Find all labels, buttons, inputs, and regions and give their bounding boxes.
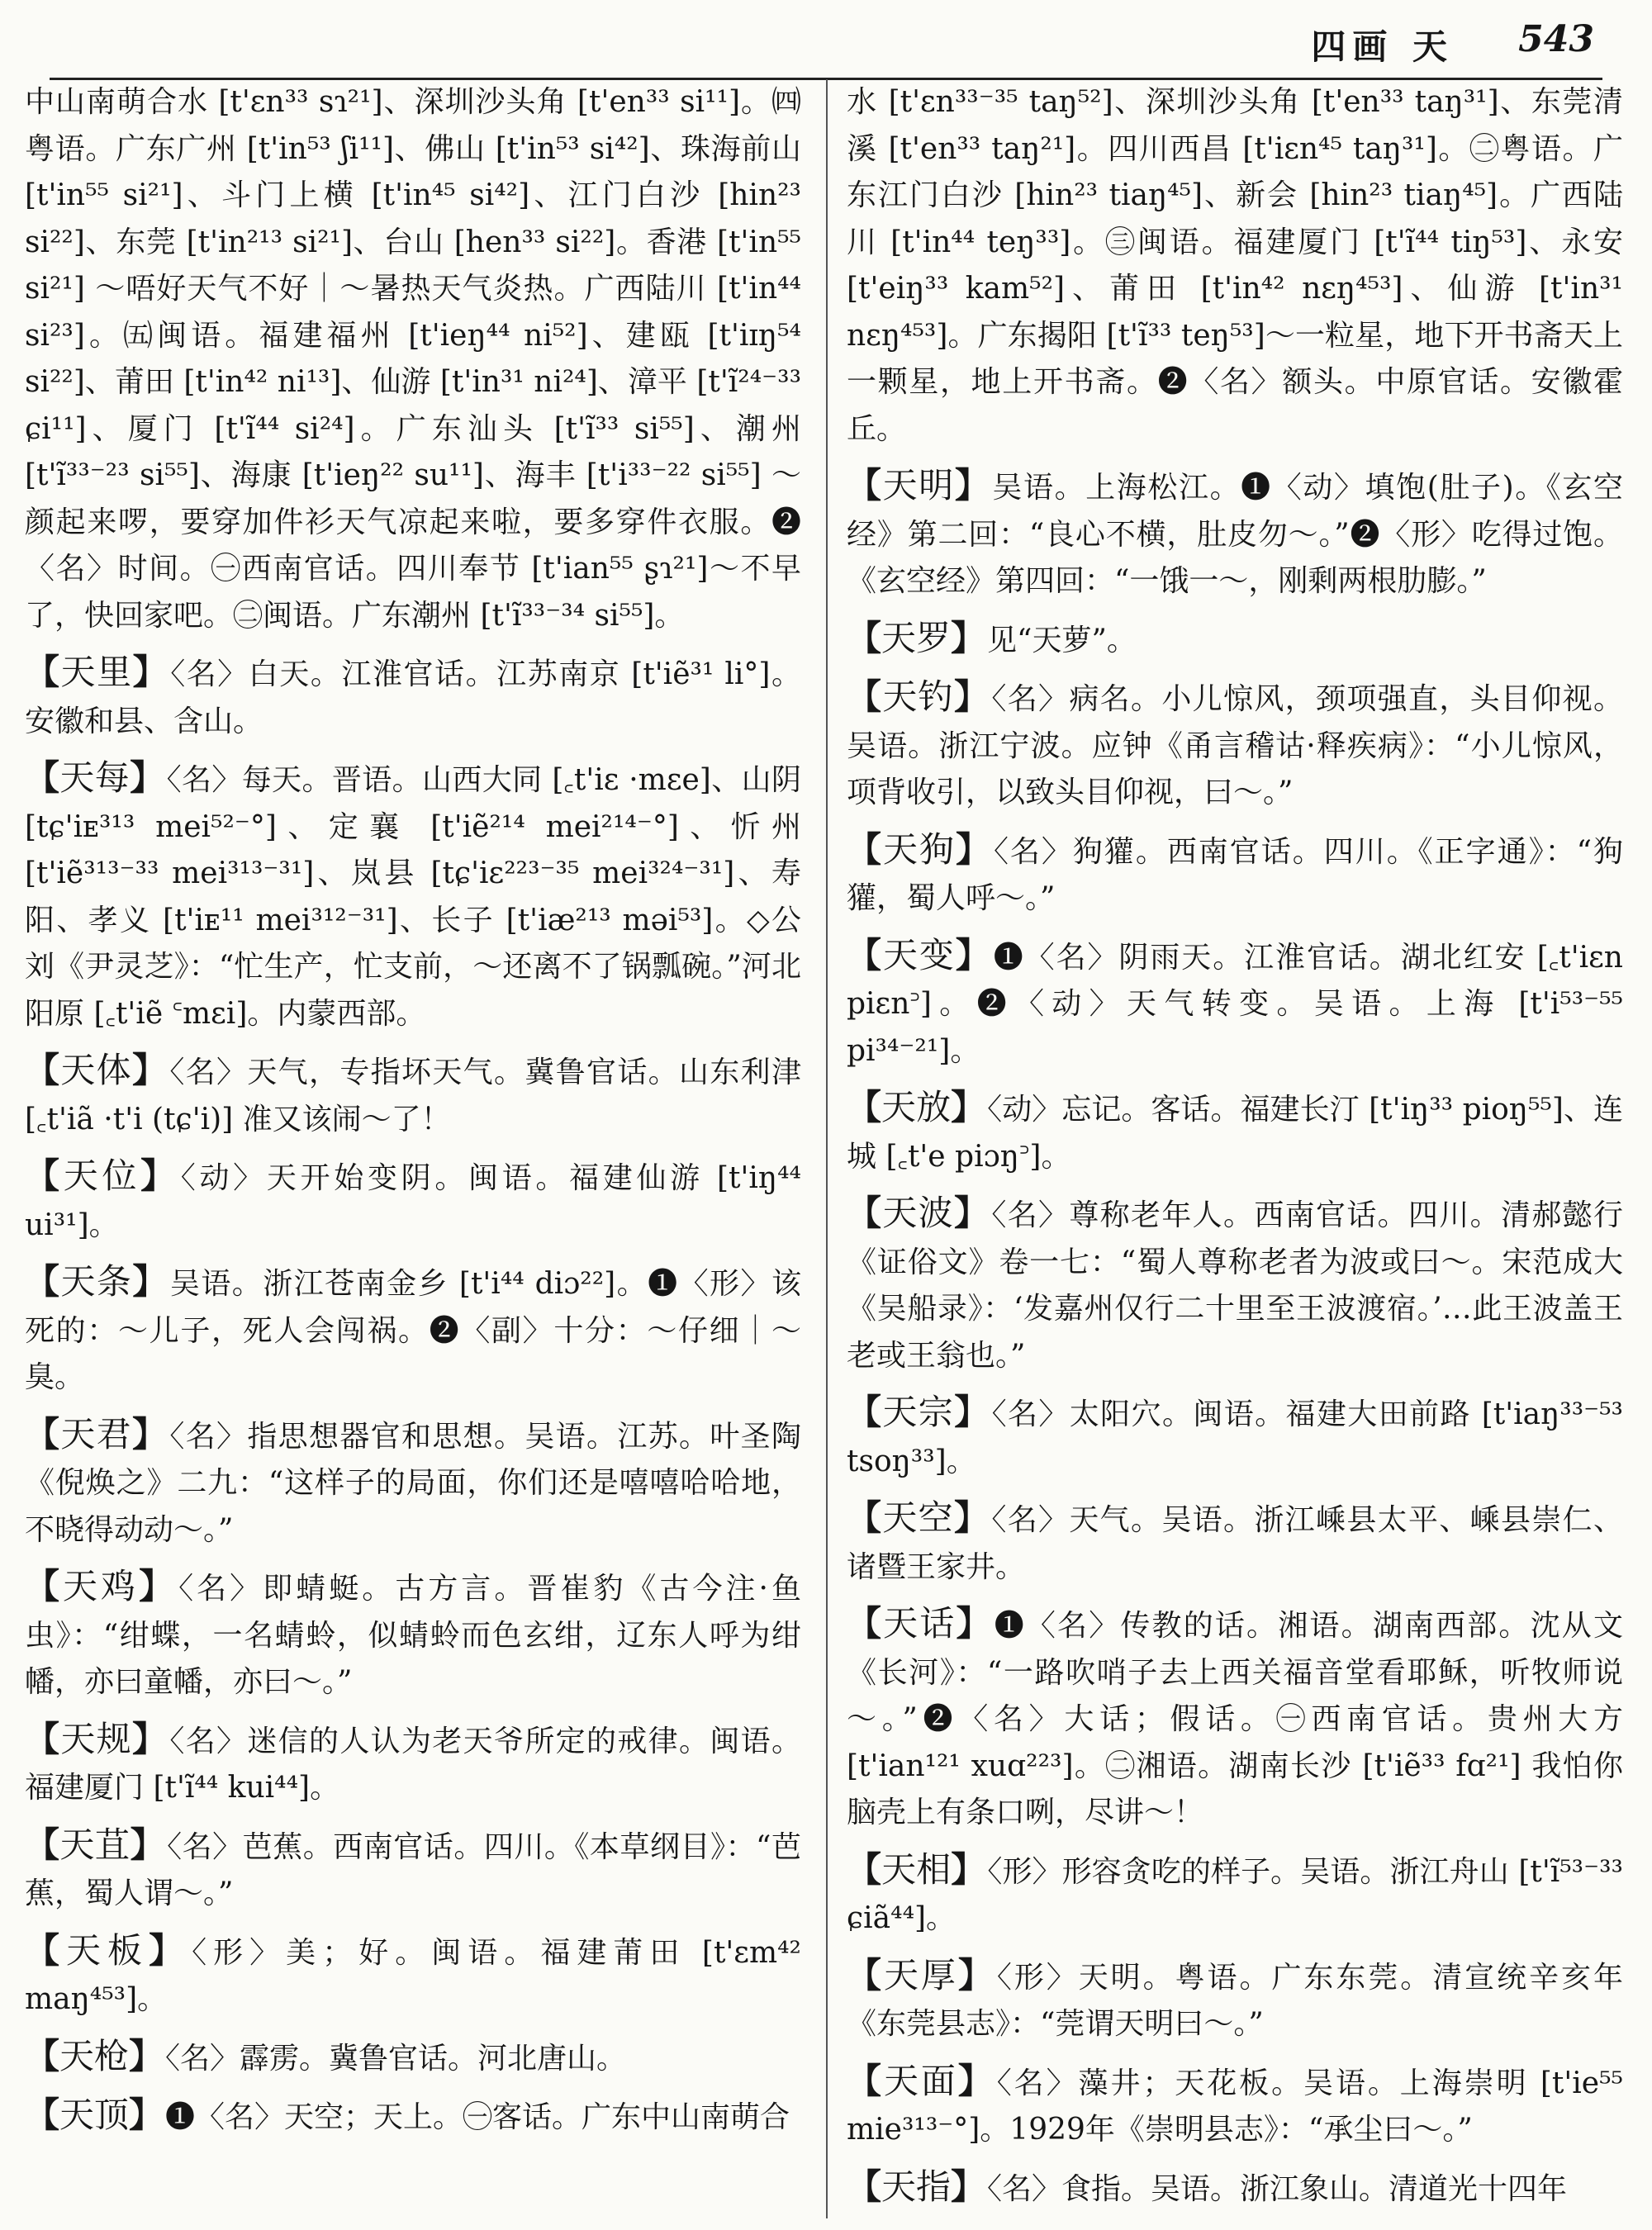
entry-definition: 〈名〉太阳穴。闽语。福建大田前路 [t'iaŋ³³⁻⁵³ tsoŋ³³]。 [847,1397,1623,1478]
entry-headword: 【天波】 [847,1193,990,1233]
entry-definition: 〈名〉狗獾。西南官话。四川。《正字通》：“狗獾，蜀人呼～。” [847,834,1623,915]
entry-definition: 〈形〉美；好。闽语。福建莆田 [t'ɛm⁴² maŋ⁴⁵³]。 [25,1935,801,2016]
entry-headword: 【天枪】 [25,2035,164,2076]
entry-headword: 【天钓】 [847,676,990,717]
dictionary-entry [847,1952,1623,2048]
dictionary-entry [25,649,801,745]
dictionary-entry [847,1847,1623,1943]
entry-definition: 〈名〉藻井；天花板。吴语。上海崇明 [t'ie⁵⁵ mie³¹³⁻°]。1929年《崇明县志》：“承尘曰～。” [847,2066,1623,2147]
dictionary-entry [25,2033,801,2083]
entry-definition: 〈名〉即蜻蜓。古方言。晋崔豹《古今注·鱼虫》：“绀蝶，一名蜻蛉，似蜻蛉而色玄绀，辽东人呼为绀幡，亦曰童幡，亦曰～。” [25,1572,801,1699]
entry-definition: ❶〈名〉传教的话。湘语。湖南西部。沈从文《长河》：“一路吹哨子去上西关福音堂看耶稣，听牧师说～。”❷〈名〉大话；假话。㊀西南官话。贵州大方 [t'ian¹²¹ xuɑ²²³]。㊁湘语。湖南长沙 [t'iẽ³³ fɑ²¹] 我怕你脑壳上有条口咧，尽讲～！ [847,1609,1623,1829]
entry-headword: 【天位】 [25,1155,179,1196]
entry-definition: 〈名〉病名。小儿惊风，颈项强直，头目仰视。吴语。浙江宁波。应钟《甬言稽诂·释疾病》：“小儿惊风，项背收引，以致头目仰视，曰～。” [847,682,1623,809]
entry-headword: 【天里】 [25,652,169,692]
entry-definition: 〈名〉尊称老年人。西南官话。四川。清郝懿行《证俗文》卷一七：“蜀人尊称老者为波或曰～。宋范成大《吴船录》：‘发嘉州仅行二十里至王波渡宿。’…此王波盖王老或王翁也。” [847,1198,1623,1373]
entry-headword: 【天规】 [25,1718,169,1759]
entry-definition: ❶〈名〉天空；天上。㊀客话。广东中山南萌合 [165,2100,790,2134]
entry-definition: 水 [t'ɛn³³⁻³⁵ taŋ⁵²]、深圳沙头角 [t'en³³ taŋ³¹]、东莞清溪 [t'en³³ taŋ²¹]。四川西昌 [t'iɛn⁴⁵ taŋ³¹]。㊁粤语。广东江门白沙 [hin²³ tiaŋ⁴⁵]、新会 [hin²³ tiaŋ⁴⁵]。广西陆川 [t'in⁴⁴ teŋ³³]。㊂闽语。福建厦门 [t'ĩ⁴⁴ tiŋ⁵³]、永安 [t'eiŋ³³ kam⁵²]、莆田 [t'in⁴² nɛŋ⁴⁵³]、仙游 [t'in³¹ nɛŋ⁴⁵³]。广东揭阳 [t'ĩ³³ teŋ⁵³]～一粒星，地下开书斋天上一颗星，地上开书斋。❷〈名〉额头。中原官话。安徽霍丘。 [847,85,1623,446]
dictionary-entry [847,1190,1623,1379]
entry-definition: 〈名〉食指。吴语。浙江象山。清道光十四年 [987,2171,1568,2206]
entry-headword: 【天每】 [25,757,165,798]
dictionary-entry [847,2164,1623,2213]
dictionary-entry [847,615,1623,665]
dictionary-entry [25,1259,801,1402]
entry-headword: 【天条】 [25,1261,169,1302]
entry-definition: 〈名〉白天。江淮官话。江苏南京 [t'iẽ³¹ li°]。安徽和县、含山。 [25,657,801,738]
entry-headword: 【天顶】 [25,2095,164,2135]
dictionary-entry [847,1084,1623,1180]
entry-definition: 〈动〉忘记。客话。福建长汀 [t'iŋ³³ pioŋ⁵⁵]、连城 [꜀t'e piɔŋ꜄]。 [847,1093,1623,1174]
entry-headword: 【天变】 [847,934,992,975]
entry-headword: 【天鸡】 [25,1566,178,1606]
entry-headword: 【天苴】 [25,1824,166,1865]
dictionary-entry [847,1389,1623,1485]
dictionary-entry [25,1047,801,1143]
dictionary-entry [847,1495,1623,1591]
dictionary-entry [847,1601,1623,1837]
entry-definition: 吴语。浙江苍南金乡 [t'i⁴⁴ diɔ²²]。❶〈形〉该死的：～儿子，死人会闯祸。❷〈副〉十分：～仔细｜～臭。 [25,1267,801,1394]
entry-definition: 〈名〉霹雳。冀鲁官话。河北唐山。 [165,2041,627,2076]
entry-headword: 【天空】 [847,1497,990,1538]
column-divider [826,79,828,2218]
dictionary-entry [847,79,1623,453]
dictionary-entry [25,79,801,639]
entry-definition: 吴语。上海松江。❶〈动〉填饱(肚子)。《玄空经》第二回：“良心不横，肚皮勿～。”❷〈形〉吃得过饱。《玄空经》第四回：“一饿一～，刚剩两根肋膨。” [847,471,1623,598]
page-header [0,12,1652,69]
dictionary-entry [25,1412,801,1554]
dictionary-entry [25,1153,801,1249]
dictionary-entry [25,2092,801,2142]
left-column [25,79,801,2218]
entry-headword: 【天板】 [25,1929,191,1971]
entry-headword: 【天罗】 [847,617,986,658]
dictionary-entry [847,827,1623,923]
running-head: 四画 天 [1311,26,1454,67]
dictionary-entry [25,1928,801,2024]
entry-definition: 〈名〉每天。晋语。山西大同 [꜀t'iɛ ·mɛe]、山阴 [tɕ'iᴇ³¹³ mei⁵²⁻°]、定襄 [t'iẽ²¹⁴ mei²¹⁴⁻°]、忻州 [t'iẽ³¹³⁻³³ mei³¹³⁻³¹]、岚县 [tɕ'iɛ²²³⁻³⁵ mei³²⁴⁻³¹]、寿阳、孝义 [t'iᴇ¹¹ mei³¹²⁻³¹]、长子 [t'iæ²¹³ məi⁵³]。◇公刘《尹灵芝》：“忙生产，忙支前，～还离不了锅瓢碗。”河北阳原 [꜀t'iẽ ꜂mɛi]。内蒙西部。 [25,763,801,1031]
dictionary-entry [25,1716,801,1812]
entry-headword: 【天体】 [25,1050,169,1090]
dictionary-entry [847,932,1623,1075]
entry-definition: 〈名〉指思想器官和思想。吴语。江苏。叶圣陶《倪焕之》二九：“这样子的局面，你们还是嘻嘻哈哈地，不晓得动动～。” [25,1419,801,1547]
entry-headword: 【天厚】 [847,1954,995,1995]
dictionary-entry [25,1822,801,1918]
entry-definition: 〈形〉天明。粤语。广东东莞。清宣统辛亥年《东莞县志》：“莞谓天明曰～。” [847,1960,1623,2041]
entry-headword: 【天话】 [847,1603,993,1644]
entry-headword: 【天宗】 [847,1392,990,1432]
entry-definition: 见“天萝”。 [987,623,1137,657]
entry-definition: 〈动〉天开始变阴。闽语。福建仙游 [t'iŋ⁴⁴ ui³¹]。 [25,1161,801,1242]
dictionary-entry [25,1563,801,1706]
page-number: 543 [1518,18,1594,60]
entry-definition: 〈名〉天气。吴语。浙江嵊县太平、嵊县崇仁、诸暨王家井。 [847,1503,1623,1584]
dictionary-entry [25,755,801,1037]
entry-definition: 中山南萌合水 [t'ɛn³³ sɿ²¹]、深圳沙头角 [t'en³³ si¹¹]。㈣粤语。广东广州 [t'in⁵³ ʃi¹¹]、佛山 [t'in⁵³ si⁴²]、珠海前山[t'in⁵⁵ si²¹]、斗门上横 [t'in⁴⁵ si⁴²]、江门白沙 [hin²³ si²²]、东莞 [t'in²¹³ si²¹]、台山 [hen³³ si²²]。香港 [t'in⁵⁵ si²¹] ～唔好天气不好｜～暑热天气炎热。广西陆川 [t'in⁴⁴ si²³]。㈤闽语。福建福州 [t'ieŋ⁴⁴ ni⁵²]、建瓯 [t'iɪŋ⁵⁴ si²²]、莆田 [t'in⁴² ni¹³]、仙游 [t'in³¹ ni²⁴]、漳平 [t'ĩ²⁴⁻³³ ɕi¹¹]、厦门 [t'ĩ⁴⁴ si²⁴]。广东汕头 [t'ĩ³³ si⁵⁵]、潮州 [t'ĩ³³⁻²³ si⁵⁵]、海康 [t'ieŋ²² su¹¹]、海丰 [t'i³³⁻²² si⁵⁵] ～颜起来啰，要穿加件衫天气凉起来啦，要多穿件衣服。❷〈名〉时间。㊀西南官话。四川奉节 [t'ian⁵⁵ ʂɿ²¹]～不早了，快回家吧。㊁闽语。广东潮州 [t'ĩ³³⁻³⁴ si⁵⁵]。 [25,85,801,633]
entry-headword: 【天君】 [25,1413,169,1454]
dictionary-entry [847,674,1623,817]
entry-definition: 〈名〉芭蕉。西南官话。四川。《本草纲目》：“芭蕉，蜀人谓～。” [25,1829,801,1910]
dictionary-entry [847,463,1623,605]
entry-definition: ❶〈名〉阴雨天。江淮官话。湖北红安 [꜀t'iɛn piɛn꜄]。❷〈动〉天气转变。吴语。上海 [t'i⁵³⁻⁵⁵ pi³⁴⁻²¹]。 [847,940,1623,1068]
entry-headword: 【天明】 [847,465,991,505]
right-column [847,79,1623,2218]
entry-definition: 〈形〉形容贪吃的样子。吴语。浙江舟山 [t'ĩ⁵³⁻³³ ɕiã⁴⁴]。 [847,1854,1623,1935]
entry-headword: 【天面】 [847,2060,995,2101]
entry-headword: 【天狗】 [847,828,992,870]
entry-definition: 〈名〉天气，专指坏天气。冀鲁官话。山东利津 [꜀t'iã ·t'i (tɕ'i)] 准又该闹～了！ [25,1056,801,1136]
entry-definition: 〈名〉迷信的人认为老天爷所定的戒律。闽语。福建厦门 [t'ĩ⁴⁴ kui⁴⁴]。 [25,1724,801,1805]
entry-headword: 【天放】 [847,1087,986,1127]
entry-headword: 【天指】 [847,2166,986,2207]
entry-headword: 【天相】 [847,1848,986,1890]
dictionary-entry [847,2058,1623,2154]
